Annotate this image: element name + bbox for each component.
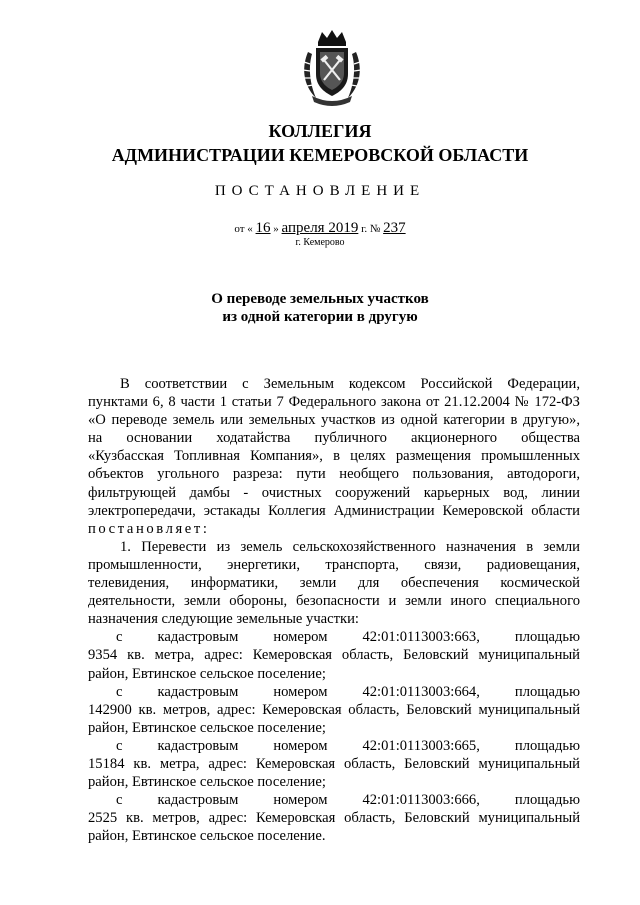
plot-line: 9354 кв. метра, адрес: Кемеровская область, Беловский муниципальный	[88, 647, 580, 664]
plot-line: с кадастровым номером 42:01:0113003:663, площадью	[116, 629, 580, 646]
document-number: 237	[383, 220, 406, 236]
city-name: г. Кемерово	[295, 237, 345, 248]
resolves-word: постановляет:	[88, 520, 210, 537]
plot-line: с кадастровым номером 42:01:0113003:665, площадью	[116, 737, 580, 754]
body-line: деятельности, земли обороны, безопасности и земли иного специального	[88, 593, 580, 610]
document-title-line2: из одной категории в другую	[222, 309, 418, 325]
plot-line: 2525 кв. метров, адрес: Кемеровская область, Беловский муниципальный	[88, 810, 580, 827]
date-prefix: от «	[234, 223, 253, 235]
plot-line: район, Евтинское сельское поселение;	[88, 665, 326, 682]
body-line: В соответствии с Земельным кодексом Российской Федерации,	[120, 376, 580, 392]
plot-line: с кадастровым номером 42:01:0113003:666, площадью	[116, 792, 580, 809]
plot-line: район, Евтинское сельское поселение.	[88, 828, 326, 845]
plot-line: 142900 кв. метров, адрес: Кемеровская область, Беловский муниципальный	[88, 701, 580, 718]
plot-line: 15184 кв. метра, адрес: Кемеровская область, Беловский муниципальный	[88, 755, 580, 772]
date-quote-close: »	[273, 223, 279, 235]
body-line: фильтрующей дамбы - очистных сооружений карьерных вод, линии	[88, 484, 580, 501]
plot-line: с кадастровым номером 42:01:0113003:664, площадью	[116, 683, 580, 700]
date-number-line	[0, 220, 640, 237]
body-line: объектов угольного разреза: пути необщего пользования, автодороги,	[88, 466, 580, 483]
plot-line: район, Евтинское сельское поселение;	[88, 719, 326, 736]
date-day: 16	[255, 220, 271, 236]
document-title-line1: О переводе земельных участков	[211, 291, 429, 307]
organization-name-line2: АДМИНИСТРАЦИИ КЕМЕРОВСКОЙ ОБЛАСТИ	[111, 145, 529, 165]
document-type: ПОСТАНОВЛЕНИЕ	[214, 183, 426, 199]
body-line: пунктами 6, 8 части 1 статьи 7 Федерального закона от 21.12.2004 № 172-ФЗ	[88, 394, 580, 411]
body-line: «О переводе земель или земельных участков из одной категории в другую»,	[88, 412, 580, 429]
body-line: телевидения, информатики, земли для обеспечения космической	[88, 575, 580, 592]
body-line: на основании ходатайства публичного акционерного общества	[88, 430, 580, 447]
date-month-year: апреля 2019	[281, 220, 359, 236]
number-label: №	[369, 223, 381, 235]
body-line: назначения следующие земельные участки:	[88, 611, 359, 628]
body-line: электропередачи, эстакады Коллегия Администрации Кемеровской области	[88, 502, 580, 519]
body-line: 1. Перевести из земель сельскохозяйственного назначения в земли	[120, 538, 580, 555]
date-year-suffix: г.	[361, 223, 368, 235]
document-body	[88, 375, 580, 845]
plot-line: район, Евтинское сельское поселение;	[88, 774, 326, 791]
organization-name-line1: КОЛЛЕГИЯ	[268, 121, 372, 141]
body-line: «Кузбасская Топливная Компания», в целях размещения промышленных	[88, 448, 580, 465]
coat-of-arms-emblem	[298, 28, 366, 106]
body-line: промышленности, энергетики, транспорта, связи, радиовещания,	[88, 556, 580, 573]
